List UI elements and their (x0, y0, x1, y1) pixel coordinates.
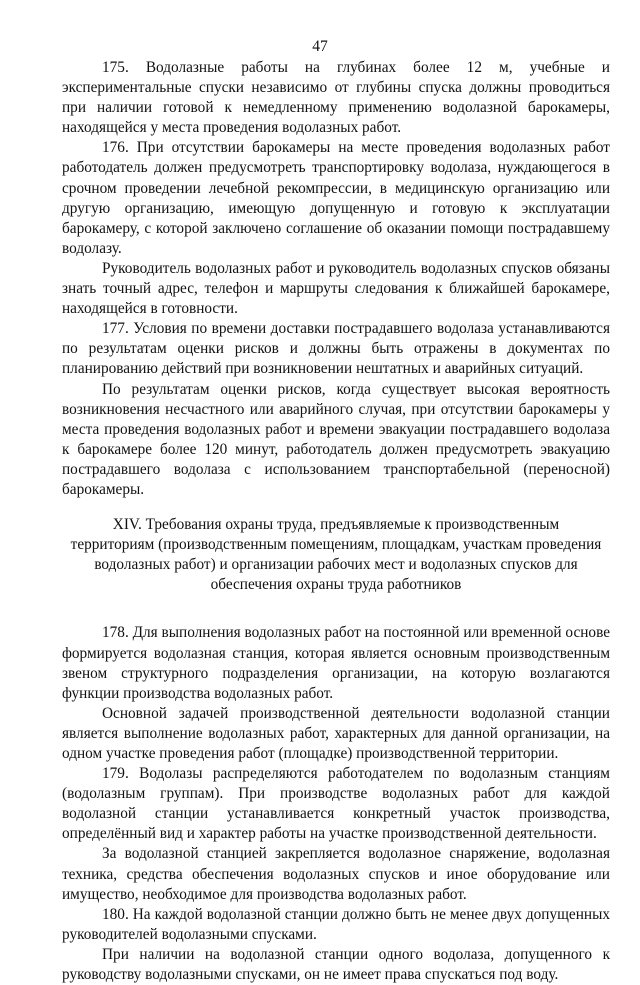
paragraph-180: 180. На каждой водолазной станции должно быть не менее двух допущенных руководителей водолазными спусками. (62, 905, 610, 943)
paragraph-177-risk-assessment: По результатам оценки рисков, когда существует высокая вероятность возникновения несчастного или аварийного случая, при отсутствии барокамеры у места проведения водолазных работ и времени эвакуации пострадавшего водолаза к барокамере более 120 минут, работодатель должен предусмотреть эвакуацию пострадавшего водолаза с использованием транспортабельной (переносной) барокамеры. (62, 380, 610, 498)
paragraph-178: 178. Для выполнения водолазных работ на постоянной или временной основе формируется водолазная станция, которая является основным производственным звеном структурного подразделения организации, на которую возлагаются функции производства водолазных работ. (62, 624, 610, 702)
paragraph-176: 176. При отсутствии барокамеры на месте проведения водолазных работ работодатель должен предусмотреть транспортировку водолаза, нуждающегося в срочном проведении лечебной рекомпрессии, в медицинскую организацию или другую организацию, имеющую допущенную и готовую к эксплуатации барокамеру, с которой заключено соглашение об оказании помощи пострадавшему водолазу. (62, 139, 610, 257)
paragraph-178-main-task: Основной задачей производственной деятельности водолазной станции является выполнение водолазных работ, характерных для данной организации, на одном участке проведения работ (площадке) производственной территории. (62, 704, 610, 762)
paragraph-176-barochamber-knowledge: Руководитель водолазных работ и руководитель водолазных спусков обязаны знать точный адрес, телефон и маршруты следования к ближайшей барокамере, находящейся в готовности. (62, 259, 610, 318)
paragraph-180-single-diver: При наличии на водолазной станции одного водолаза, допущенного к руководству водолазными спусками, он не имеет права спускаться под воду. (62, 945, 610, 984)
page-number: 47 (312, 38, 328, 55)
paragraph-179-equipment: За водолазной станцией закрепляется водолазное снаряжение, водолазная техника, средства обеспечения водолазных спусков и иное оборудование или имущество, необходимое для производства водолазных работ. (62, 845, 610, 903)
document-body (62, 58, 610, 985)
paragraph-179: 179. Водолазы распределяются работодателем по водолазным станциям (водолазным группам). При производстве водолазных работ для каждой водолазной станции устанавливается конкретный участок производства, определённый вид и характер работы на участке производственной деятельности. (62, 765, 610, 843)
paragraph-177: 177. Условия по времени доставки пострадавшего водолаза устанавливаются по результатам оценки рисков и должны быть отражены в документах по планированию действий при возникновении нештатных и аварийных ситуаций. (62, 320, 610, 378)
section-heading-xiv: XIV. Требования охраны труда, предъявляемые к производственным территориям (производственным помещениям, площадкам, участкам проведения водолазных работ) и организации рабочих мест и водолазных спусков для обеспечения охраны труда работников (70, 516, 602, 594)
paragraph-175: 175. Водолазные работы на глубинах более 12 м, учебные и экспериментальные спуски независимо от глубины спуска должны проводиться при наличии готовой к немедленному применению водолазной барокамеры, находящейся у места проведения водолазных работ. (62, 59, 610, 137)
